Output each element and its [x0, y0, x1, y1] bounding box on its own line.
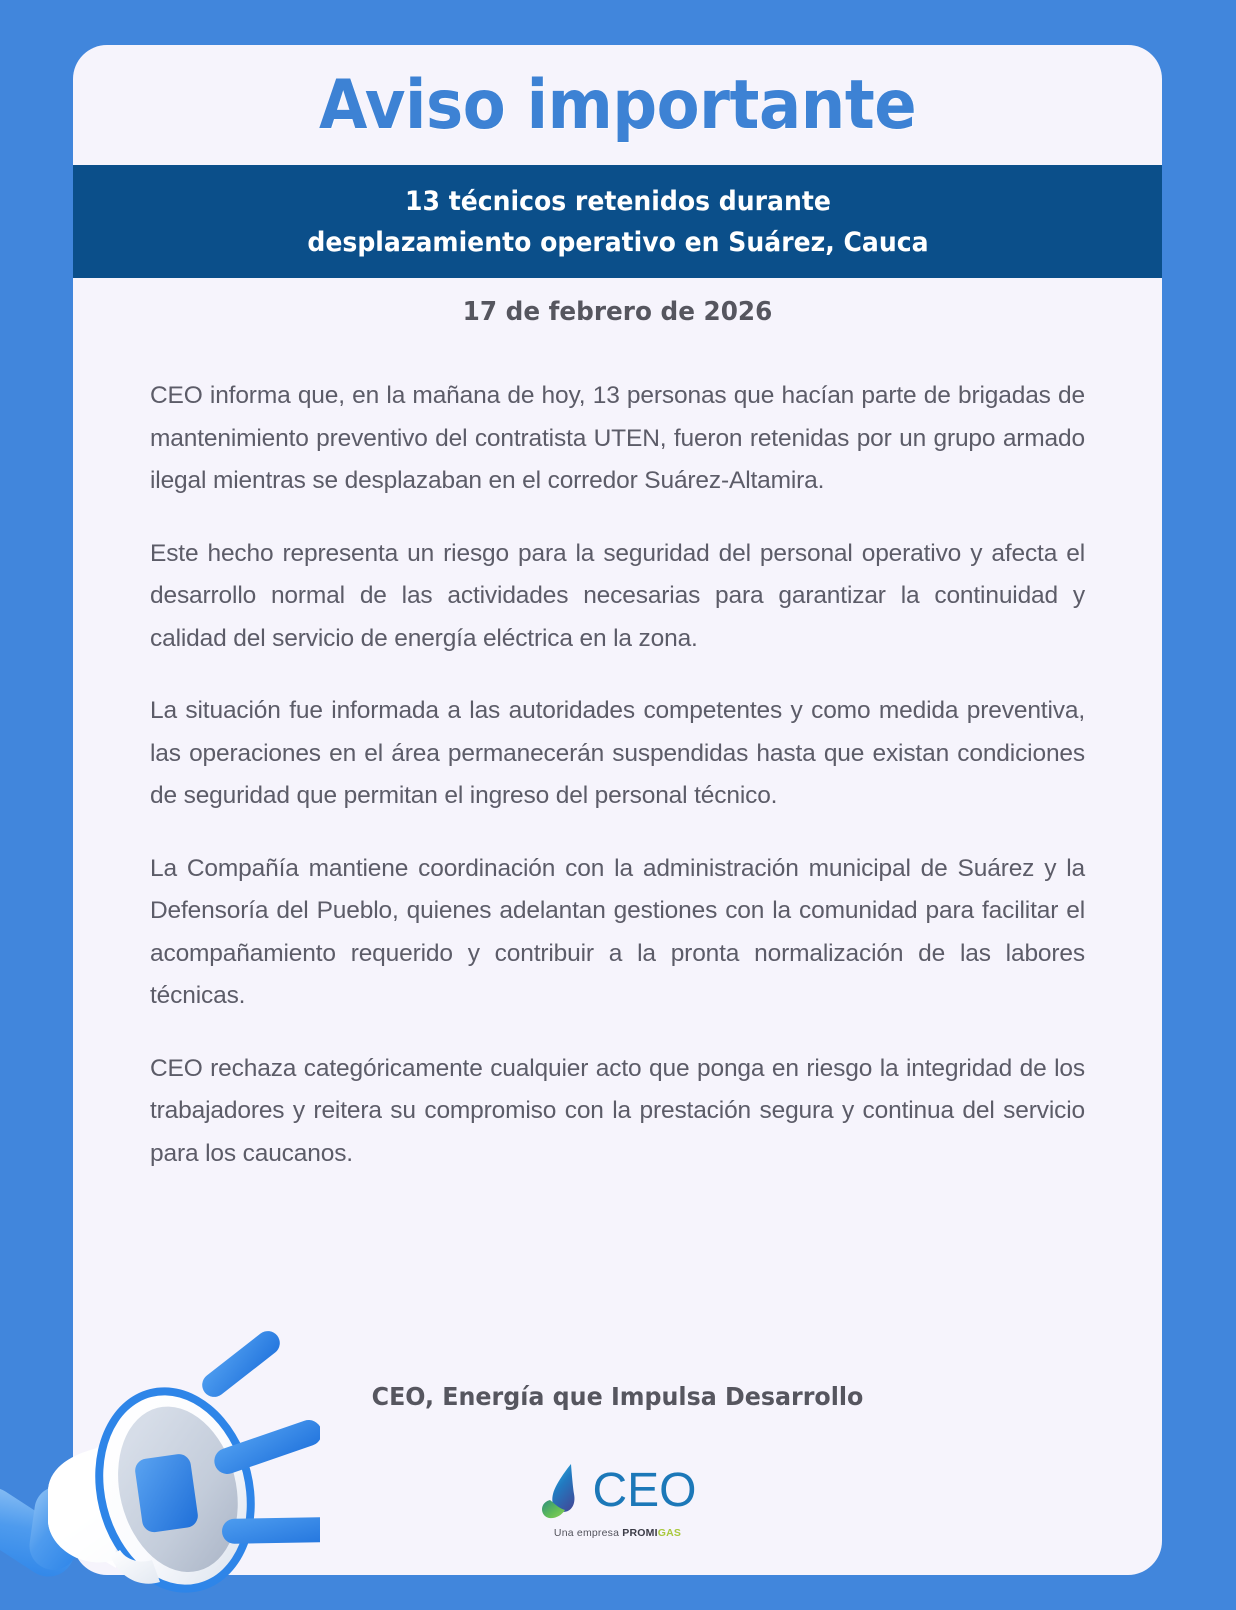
headline-line-2: desplazamiento operativo en Suárez, Cauca [306, 226, 929, 258]
publication-date: 17 de febrero de 2026 [462, 297, 773, 327]
logo-wordmark: CEO [592, 1464, 697, 1517]
body-paragraph: La Compañía mantiene coordinación con la administración municipal de Suárez y la Defensoría del Pueblo, quienes adelantan gestiones con la comunidad para facilitar el acompañamiento requerido y contribuir a la pronta normalización de las labores técnicas. [150, 854, 1085, 1009]
body-paragraph: CEO informa que, en la mañana de hoy, 13 personas que hacían parte de brigadas de mantenimiento preventivo del contratista UTEN, fueron retenidas por un grupo armado ilegal mientras se desplazaban en el corredor Suárez-Altamira. [150, 382, 1085, 494]
body-paragraph: CEO rechaza categóricamente cualquier acto que ponga en riesgo la integridad de los trabajadores y reitera su compromiso con la prestación segura y continua del servicio para los caucanos. [150, 1054, 1085, 1167]
body-copy [150, 375, 1085, 1175]
droplet-leaf-icon [538, 1460, 590, 1522]
logo-tagline-prefix: Una empresa [553, 1527, 623, 1539]
announcement-card [73, 45, 1162, 1575]
body-paragraph: La situación fue informada a las autoridades competentes y como medida preventiva, las operaciones en el área permanecerán suspendidas hasta que existan condiciones de seguridad que permitan el ingreso del personal técnico. [150, 697, 1085, 809]
company-slogan: CEO, Energía que Impulsa Desarrollo [371, 1382, 864, 1411]
page-title: Aviso importante [318, 65, 917, 145]
body-paragraph: Este hecho representa un riesgo para la seguridad del personal operativo y afecta el desarrollo normal de las actividades necesarias para garantizar la continuidad y calidad del servicio de energía eléctrica en la zona. [150, 539, 1085, 652]
megaphone-handle [0, 1478, 84, 1587]
title-container [73, 45, 1162, 165]
logo-tagline-gas: GAS [657, 1527, 682, 1539]
ceo-logo [73, 1460, 1162, 1539]
logo-tagline-promi: PROMI [622, 1527, 658, 1539]
logo-tagline [554, 1527, 681, 1539]
headline-band [73, 165, 1162, 278]
headline-line-1: 13 técnicos retenidos durante [404, 185, 831, 217]
logo-row [538, 1460, 696, 1522]
